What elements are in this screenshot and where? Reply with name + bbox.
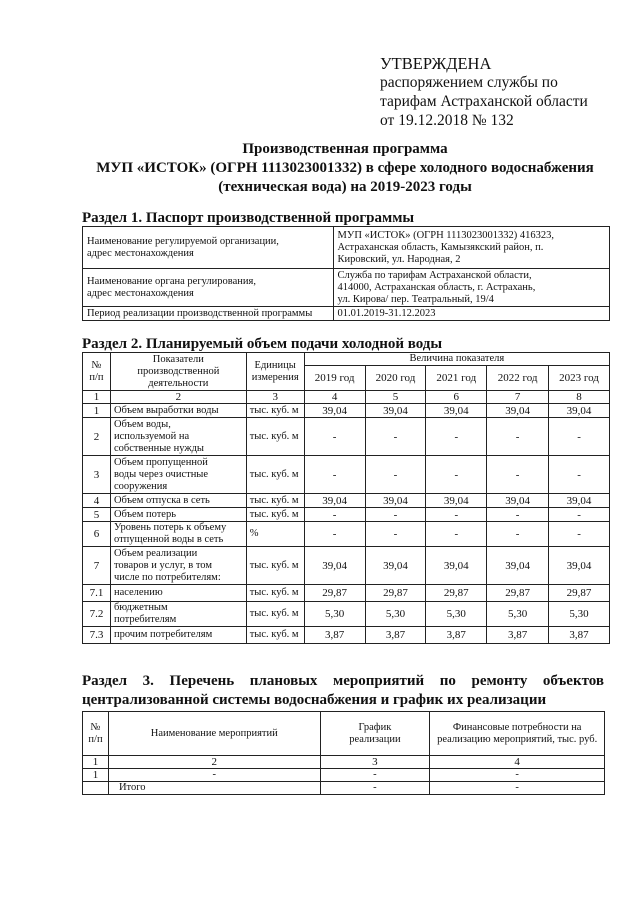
table-row [83, 418, 610, 456]
cell-value: 5,30 [426, 602, 487, 627]
table-row [83, 456, 610, 494]
col-header-year: 2023 год [549, 366, 610, 391]
cell-value: 39,04 [365, 494, 426, 508]
cell-value: 3,87 [365, 627, 426, 644]
col-header-schedule: График реализации [320, 712, 430, 756]
table-row [83, 602, 610, 627]
cell-value: 5,30 [487, 602, 549, 627]
table-row [83, 227, 610, 269]
approval-line: распоряжением службы по [380, 74, 558, 91]
passport-label: Период реализации производственной программы [83, 307, 334, 321]
column-number: 7 [487, 391, 549, 404]
cell-value: - [304, 418, 365, 456]
cell-indicator: Объем потерь [110, 508, 246, 522]
col-header-year: 2021 год [426, 366, 487, 391]
table-row [83, 269, 610, 307]
cell-unit: тыс. куб. м [246, 508, 304, 522]
cell-value: 39,04 [304, 404, 365, 418]
cell-unit: тыс. куб. м [246, 627, 304, 644]
column-number: 3 [320, 756, 430, 769]
cell-value: - [426, 418, 487, 456]
cell-name: - [108, 769, 320, 782]
cell-num: 6 [83, 522, 111, 547]
column-number: 5 [365, 391, 426, 404]
column-number-row [83, 756, 605, 769]
cell-value: 3,87 [304, 627, 365, 644]
cell-num: 7.1 [83, 585, 111, 602]
cell-value: 39,04 [549, 547, 610, 585]
total-finance: - [430, 782, 605, 795]
cell-indicator: Объем воды, используемой на собственные нужды [110, 418, 246, 456]
program-title-line: Производственная программа [242, 141, 448, 157]
cell-value: 29,87 [426, 585, 487, 602]
section3-heading-line: Раздел 3. Перечень плановых мероприятий по ремонту объектов [82, 673, 604, 689]
column-number-row [83, 391, 610, 404]
cell-value: 29,87 [365, 585, 426, 602]
table-row [83, 494, 610, 508]
cell-unit: тыс. куб. м [246, 404, 304, 418]
cell-indicator: Уровень потерь к объему отпущенной воды в сеть [110, 522, 246, 547]
col-header-year: 2022 год [487, 366, 549, 391]
cell-unit: тыс. куб. м [246, 602, 304, 627]
cell-unit: тыс. куб. м [246, 494, 304, 508]
section1-heading: Раздел 1. Паспорт производственной программы [82, 210, 415, 226]
cell-num: 5 [83, 508, 111, 522]
passport-value: МУП «ИСТОК» (ОГРН 1113023001332) 416323, Астраханская область, Камызякский район, п. Кировский, ул. Народная, 2 [333, 227, 609, 269]
cell-num: 4 [83, 494, 111, 508]
cell-num: 1 [83, 769, 109, 782]
cell-value: - [426, 522, 487, 547]
cell-value: 3,87 [549, 627, 610, 644]
col-header-finance: Финансовые потребности на реализацию мероприятий, тыс. руб. [430, 712, 605, 756]
volume-table [82, 352, 610, 644]
cell-schedule: - [320, 769, 430, 782]
column-number: 4 [304, 391, 365, 404]
table-row [83, 307, 610, 321]
passport-value: 01.01.2019-31.12.2023 [333, 307, 609, 321]
cell-indicator: Объем отпуска в сеть [110, 494, 246, 508]
table-row [83, 627, 610, 644]
cell-value: - [304, 522, 365, 547]
total-row [83, 782, 605, 795]
cell-value: - [487, 418, 549, 456]
cell-indicator: Объем пропущенной воды через очистные сооружения [110, 456, 246, 494]
cell-value: - [304, 456, 365, 494]
volume-table-body [83, 404, 610, 644]
total-label: Итого [108, 782, 320, 795]
cell-unit: тыс. куб. м [246, 418, 304, 456]
table-row [83, 522, 610, 547]
program-title-line: МУП «ИСТОК» (ОГРН 1113023001332) в сфере холодного водоснабжения [96, 160, 594, 176]
section3-heading [82, 672, 604, 710]
passport-table [82, 226, 610, 321]
cell-value: 5,30 [365, 602, 426, 627]
cell-unit: тыс. куб. м [246, 585, 304, 602]
cell-indicator: населению [110, 585, 246, 602]
cell-indicator: прочим потребителям [110, 627, 246, 644]
cell-value: - [365, 522, 426, 547]
approval-line: тарифам Астраханской области [380, 93, 588, 110]
cell-value: 39,04 [487, 494, 549, 508]
cell-value: - [304, 508, 365, 522]
cell-value: 29,87 [549, 585, 610, 602]
cell-num: 3 [83, 456, 111, 494]
cell-num: 2 [83, 418, 111, 456]
col-header-year: 2019 год [304, 366, 365, 391]
col-header-unit: Единицы измерения [246, 353, 304, 391]
cell-value: 39,04 [304, 547, 365, 585]
cell-empty [83, 782, 109, 795]
cell-value: - [487, 456, 549, 494]
cell-value: - [365, 418, 426, 456]
column-number: 2 [110, 391, 246, 404]
header-row [83, 353, 610, 366]
cell-value: 3,87 [487, 627, 549, 644]
cell-value: - [549, 456, 610, 494]
cell-num: 7 [83, 547, 111, 585]
col-header-name: Наименование мероприятий [108, 712, 320, 756]
column-number: 1 [83, 756, 109, 769]
col-header-year: 2020 год [365, 366, 426, 391]
cell-value: - [487, 522, 549, 547]
cell-num: 1 [83, 404, 111, 418]
measures-table [82, 711, 605, 795]
approval-date: от 19.12.2018 № 132 [380, 112, 514, 129]
cell-value: - [549, 522, 610, 547]
passport-label: Наименование органа регулирования, адрес местонахождения [83, 269, 334, 307]
cell-value: 3,87 [426, 627, 487, 644]
cell-indicator: Объем реализации товаров и услуг, в том числе по потребителям: [110, 547, 246, 585]
approval-title: УТВЕРЖДЕНА [380, 54, 492, 73]
cell-value: 39,04 [426, 404, 487, 418]
cell-num: 7.3 [83, 627, 111, 644]
total-schedule: - [320, 782, 430, 795]
cell-value: 39,04 [487, 547, 549, 585]
cell-value: 29,87 [487, 585, 549, 602]
cell-value: 39,04 [304, 494, 365, 508]
cell-indicator: Объем выработки воды [110, 404, 246, 418]
program-title-line: (техническая вода) на 2019-2023 годы [218, 179, 472, 195]
column-number: 6 [426, 391, 487, 404]
cell-value: - [365, 508, 426, 522]
cell-value: 5,30 [549, 602, 610, 627]
passport-value: Служба по тарифам Астраханской области, 414000, Астраханская область, г. Астрахань, ул. Кирова/ пер. Театральный, 19/4 [333, 269, 609, 307]
col-header-indicator: Показатели производственной деятельности [110, 353, 246, 391]
cell-value: 29,87 [304, 585, 365, 602]
cell-value: 39,04 [365, 547, 426, 585]
cell-value: - [426, 456, 487, 494]
col-header-num: № п/п [83, 712, 109, 756]
column-number: 3 [246, 391, 304, 404]
cell-value: - [365, 456, 426, 494]
cell-finance: - [430, 769, 605, 782]
cell-indicator: бюджетным потребителям [110, 602, 246, 627]
cell-value: 5,30 [304, 602, 365, 627]
col-header-num: № п/п [83, 353, 111, 391]
cell-num: 7.2 [83, 602, 111, 627]
cell-value: 39,04 [426, 547, 487, 585]
cell-value: 39,04 [365, 404, 426, 418]
cell-value: 39,04 [487, 404, 549, 418]
column-number: 8 [549, 391, 610, 404]
cell-unit: тыс. куб. м [246, 547, 304, 585]
table-row [83, 508, 610, 522]
section3-heading-line: централизованной системы водоснабжения и график их реализации [82, 692, 547, 708]
table-row [83, 585, 610, 602]
cell-value: 39,04 [549, 404, 610, 418]
cell-unit: тыс. куб. м [246, 456, 304, 494]
cell-value: - [426, 508, 487, 522]
table-row [83, 769, 605, 782]
cell-unit: % [246, 522, 304, 547]
table-row [83, 547, 610, 585]
cell-value: - [549, 418, 610, 456]
cell-value: 39,04 [426, 494, 487, 508]
approval-block [380, 54, 610, 130]
header-row [83, 712, 605, 756]
column-number: 4 [430, 756, 605, 769]
cell-value: - [549, 508, 610, 522]
section2-heading: Раздел 2. Планируемый объем подачи холодной воды [82, 336, 443, 352]
column-number: 2 [108, 756, 320, 769]
table-row [83, 404, 610, 418]
passport-label: Наименование регулируемой организации, адрес местонахождения [83, 227, 334, 269]
program-title [70, 140, 620, 197]
cell-value: - [487, 508, 549, 522]
column-number: 1 [83, 391, 111, 404]
col-header-value-group: Величина показателя [304, 353, 609, 366]
cell-value: 39,04 [549, 494, 610, 508]
